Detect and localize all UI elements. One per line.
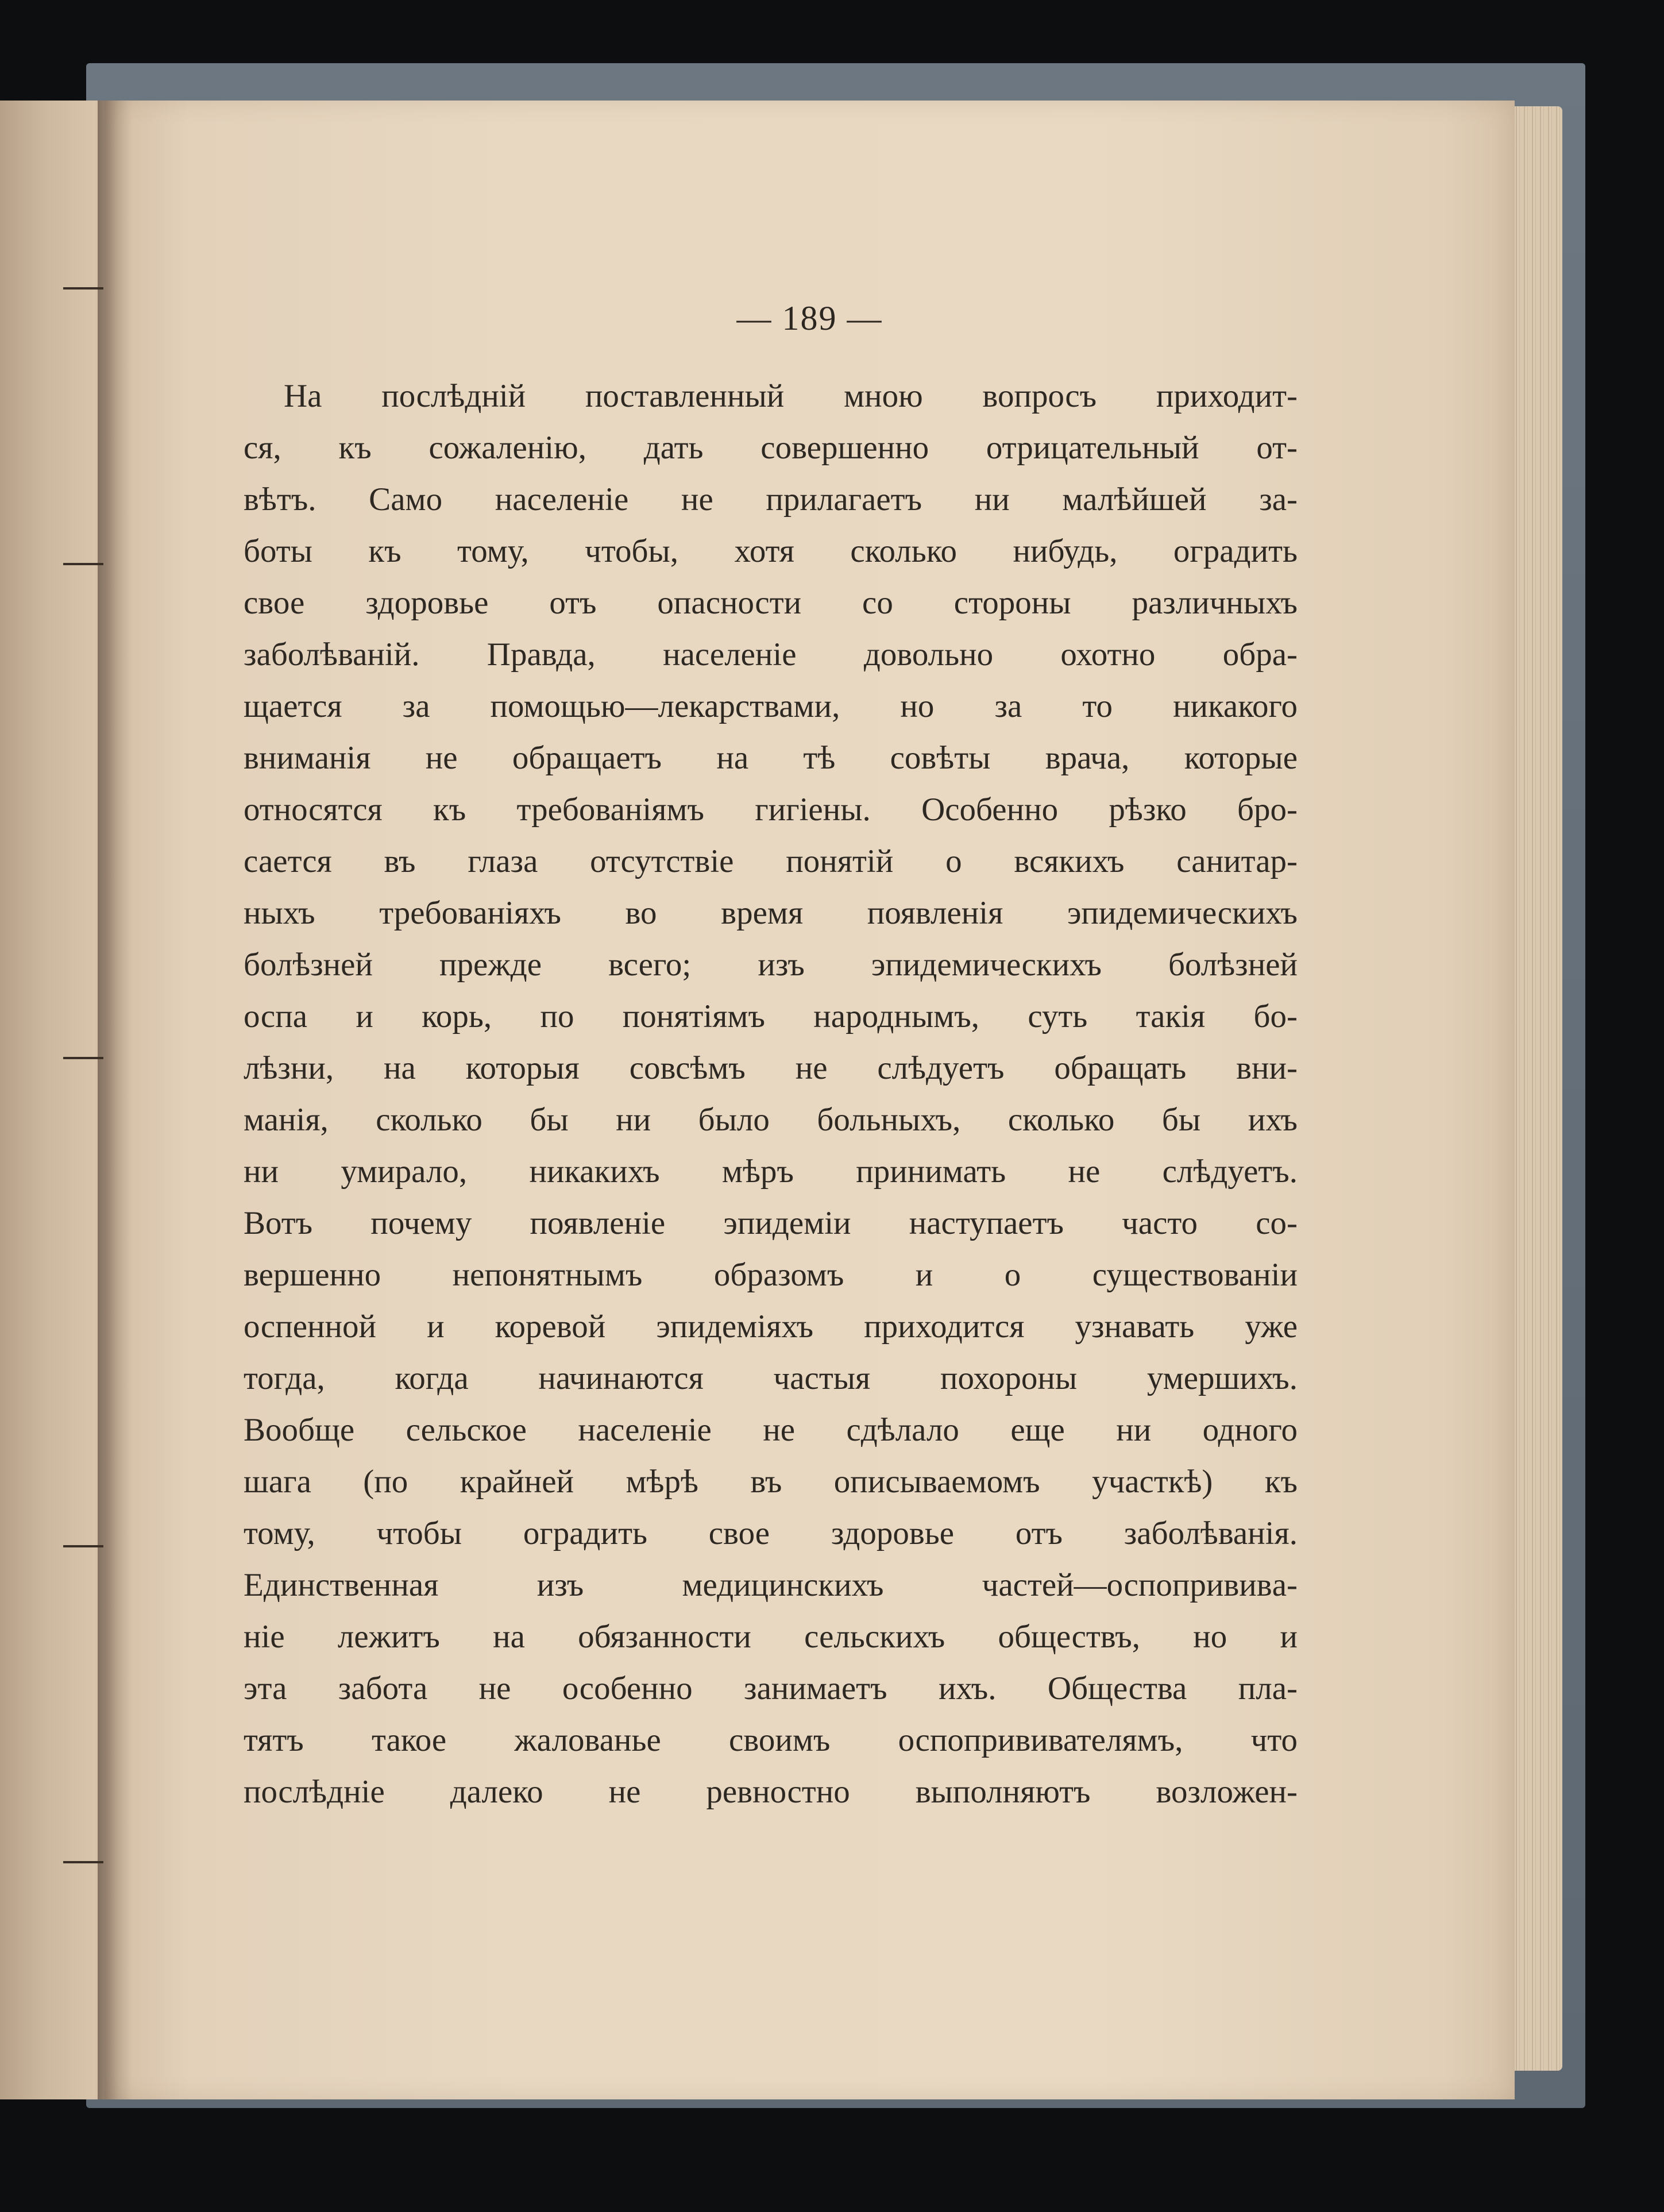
text-line: боты къ тому, чтобы, хотя сколько нибудь, оградить	[244, 533, 1298, 569]
text-line: болѣзней прежде всего; изъ эпидемическихъ болѣзней	[244, 947, 1298, 983]
text-line: сается въ глаза отсутствiе понятiй о всякихъ санитар-	[244, 843, 1298, 879]
text-line: манiя, сколько бы ни было больныхъ, сколько бы ихъ	[244, 1102, 1298, 1138]
text-line: относятся къ требованiямъ гигiены. Особенно рѣзко бро-	[244, 792, 1298, 828]
text-line: тому, чтобы оградить свое здоровье отъ заболѣванiя.	[244, 1515, 1298, 1551]
text-line: Единственная изъ медицинскихъ частей—оспопрививa-	[244, 1567, 1298, 1603]
page-number: — 189 —	[736, 299, 883, 337]
text-line: вершенно непонятнымъ образомъ и о существованiи	[244, 1257, 1298, 1293]
text-line: тогда, когда начинаются частыя похороны умершихъ.	[244, 1360, 1298, 1396]
text-line: вниманiя не обращаетъ на тѣ совѣты врача, которые	[244, 740, 1298, 776]
text-line: оспа и корь, по понятiямъ народнымъ, суть такiя бо-	[244, 998, 1298, 1034]
text-line: ныхъ требованiяхъ во время появленiя эпидемическихъ	[244, 895, 1298, 931]
text-line: оспенной и коревой эпидемiяхъ приходится узнавать уже	[244, 1308, 1298, 1345]
text-line: лѣзни, на которыя совсѣмъ не слѣдуетъ обращать вни-	[244, 1050, 1298, 1086]
text-line: нiе лежитъ на обязанности сельскихъ обществъ, но и	[244, 1619, 1298, 1655]
book-page	[105, 101, 1515, 2099]
text-line: вѣтъ. Само населенiе не прилагаетъ ни малѣйшей за-	[244, 481, 1298, 518]
text-line: ни умирало, никакихъ мѣръ принимать не слѣдуетъ.	[244, 1153, 1298, 1190]
text-line: Вотъ почему появленiе эпидемiи наступаетъ часто со-	[244, 1205, 1298, 1241]
text-line: Вообще сельское населенiе не сдѣлало еще ни одного	[244, 1412, 1298, 1448]
text-line: щается за помощью—лекарствами, но за то никакого	[244, 688, 1298, 724]
text-line: тятъ такое жалованье своимъ оспопрививателямъ, что	[244, 1722, 1298, 1758]
text-line: послѣднiе далеко не ревностно выполняютъ возложен-	[244, 1774, 1298, 1810]
text-line: свое здоровье отъ опасности со стороны различныхъ	[244, 585, 1298, 621]
gutter-shadow	[98, 101, 132, 2099]
text-line: заболѣванiй. Правда, населенiе довольно охотно обра-	[244, 636, 1298, 673]
text-line: ся, къ сожаленiю, дать совершенно отрицательный от-	[244, 430, 1298, 466]
body-text	[244, 370, 1298, 1818]
text-line: На послѣднiй поставленный мною вопросъ приходит-	[284, 378, 1298, 414]
text-line: шага (по крайней мѣрѣ въ описываемомъ участкѣ) къ	[244, 1464, 1298, 1500]
text-line: эта забота не особенно занимаетъ ихъ. Общества пла-	[244, 1670, 1298, 1707]
